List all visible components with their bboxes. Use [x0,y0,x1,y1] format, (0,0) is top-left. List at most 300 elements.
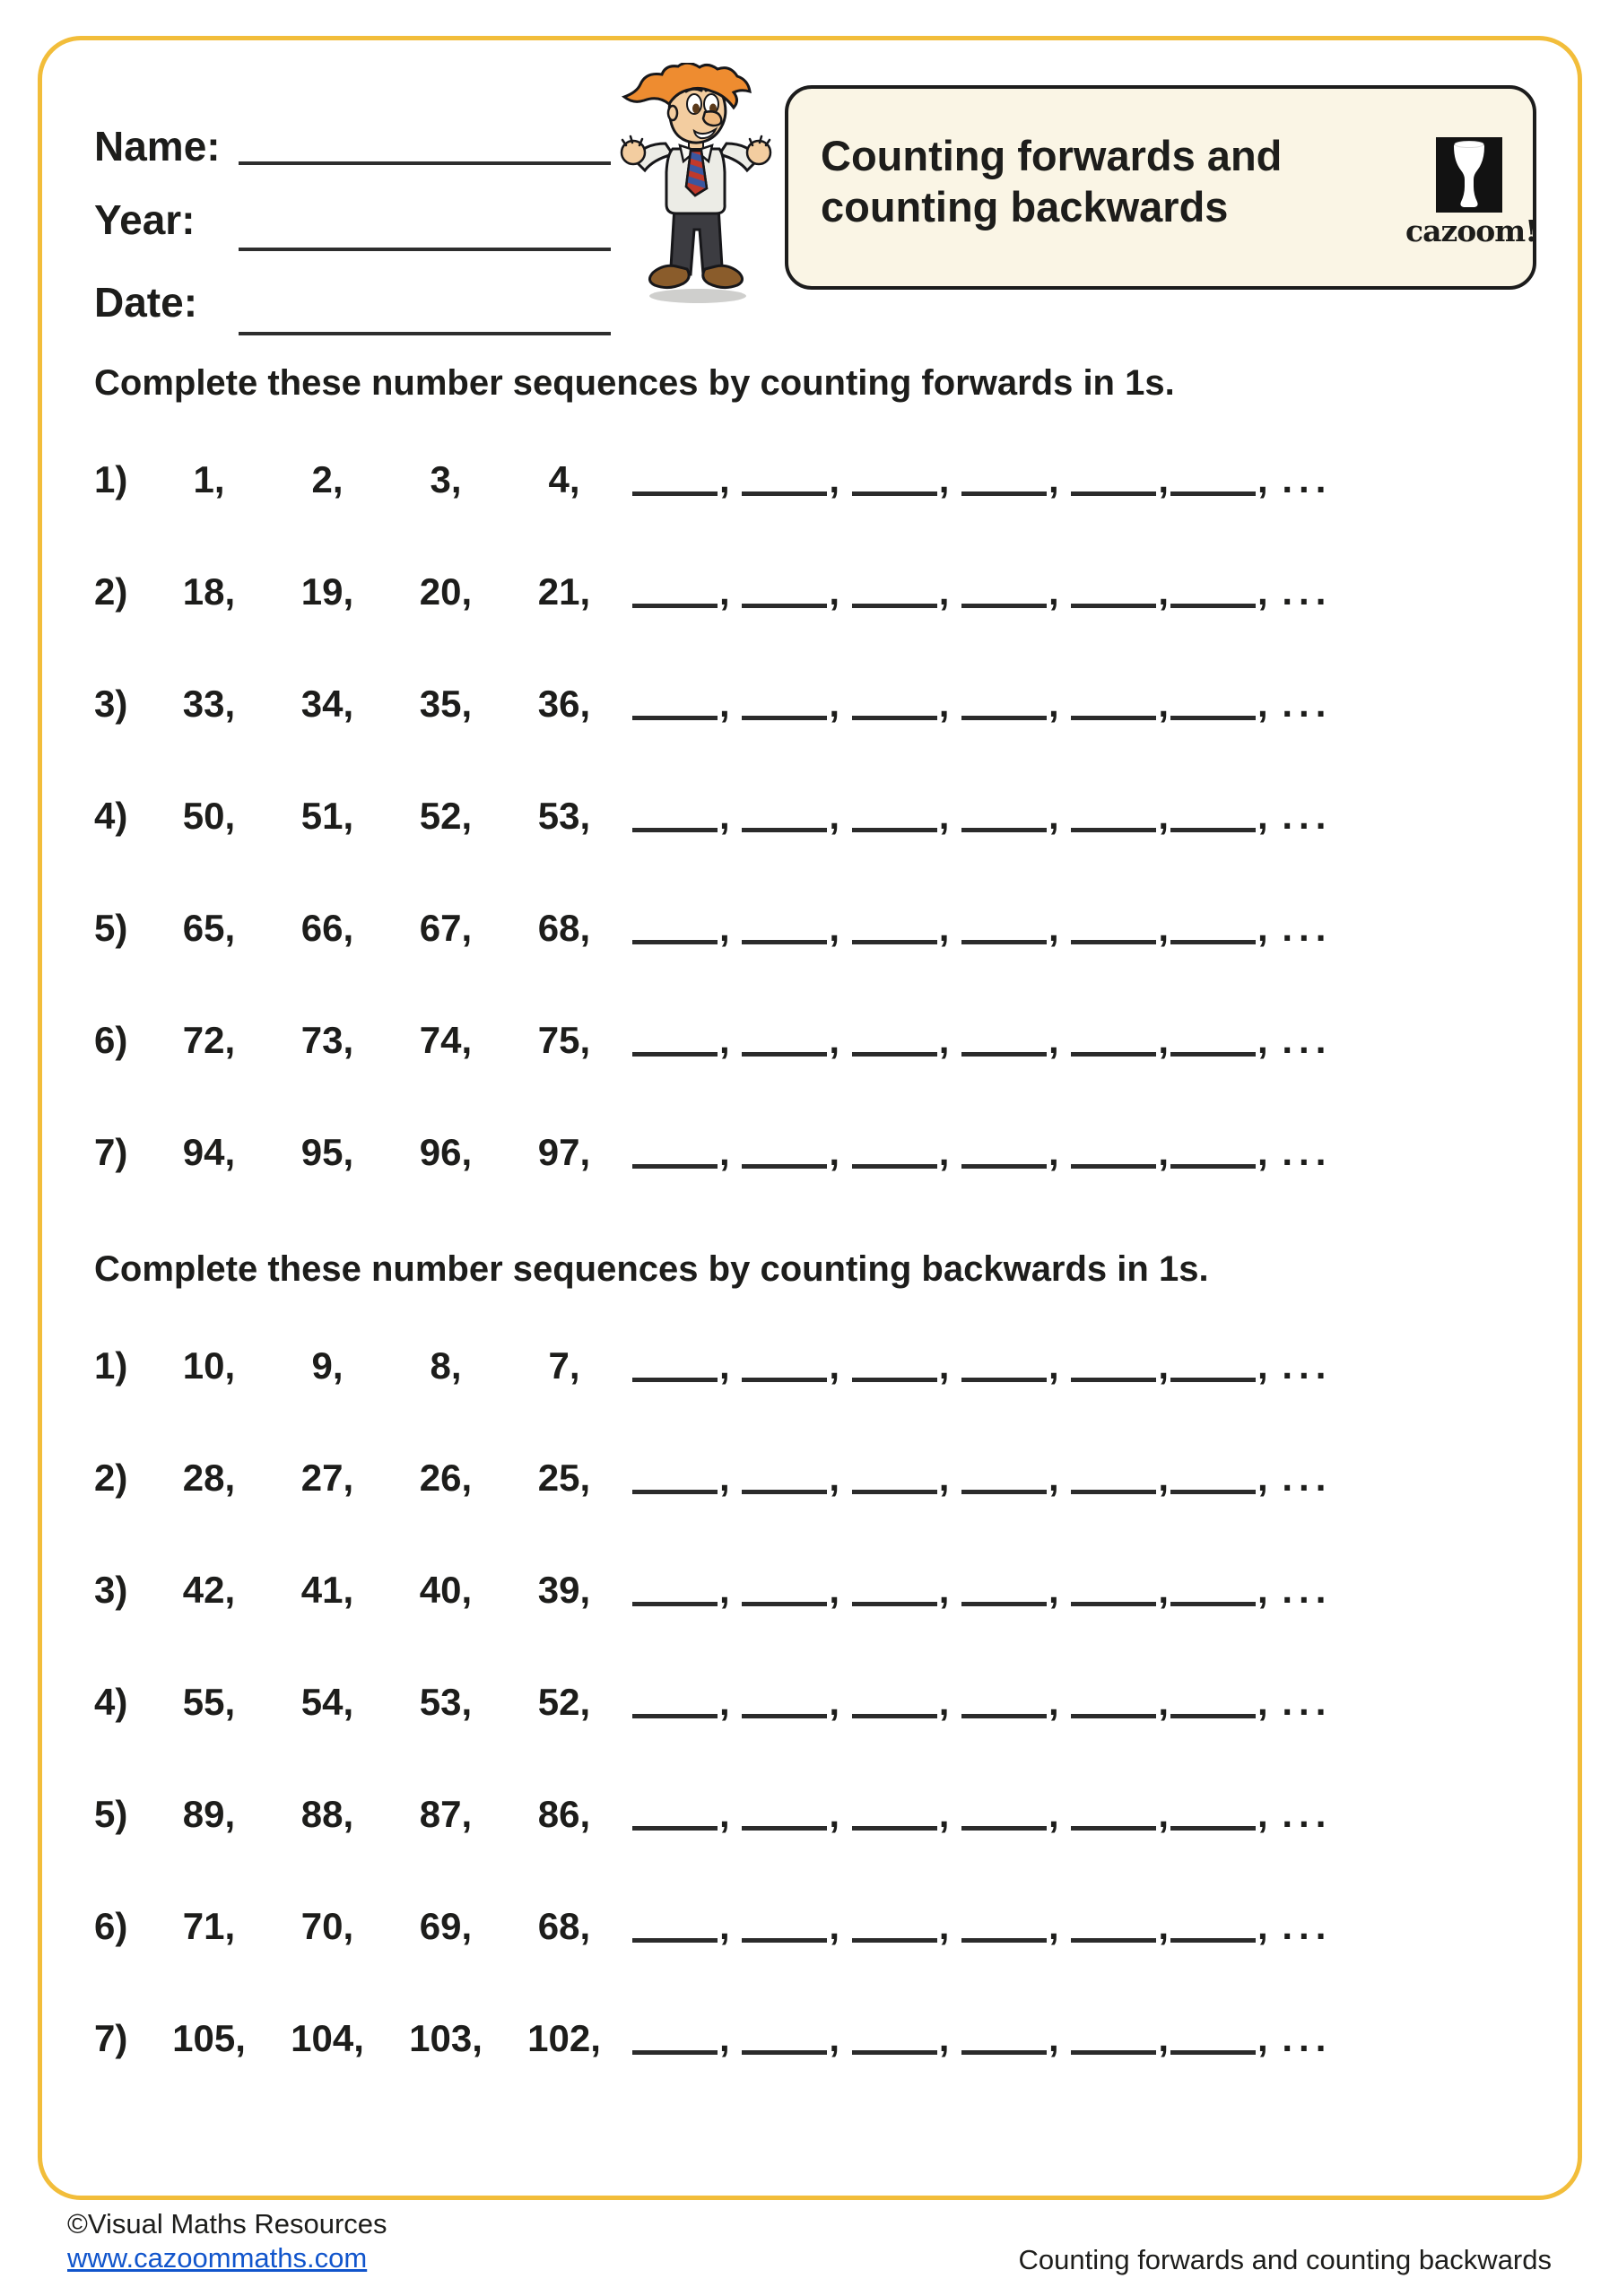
sequence-value: 102, [527,2017,601,2059]
sequence-value: 95, [300,1131,354,1173]
answer-blanks [632,907,1332,949]
blank-separator: , [1158,1344,1170,1387]
question-number: 1) [94,458,128,500]
answer-blank[interactable] [1170,1934,1256,1943]
ellipsis-dots: ... [1282,907,1333,949]
sequence-value: 19, [300,570,354,613]
answer-blank[interactable] [632,711,718,720]
date-field-line[interactable] [239,332,611,335]
answer-blank[interactable] [1170,1597,1256,1606]
question-number: 3) [94,1569,128,1611]
blank-separator: , [1257,1905,1279,1947]
blank-separator: , [1048,1344,1070,1387]
sequence-value: 10, [182,1344,236,1387]
answer-blank[interactable] [632,1373,718,1382]
blank-separator: , [938,1131,961,1173]
blank-separator: , [719,458,741,500]
answer-blank[interactable] [852,1048,937,1057]
question-number: 6) [94,1019,128,1061]
question-number: 6) [94,1905,128,1947]
sequence-value: 51, [300,795,354,837]
sequence-value: 68, [537,907,591,949]
answer-blank[interactable] [742,1822,827,1831]
answer-blank[interactable] [961,823,1047,832]
blank-separator: , [1158,1681,1170,1723]
sequence-value: 18, [182,570,236,613]
blank-separator: , [1257,2017,1279,2059]
sequence-value: 40, [419,1569,473,1611]
answer-blanks [632,1681,1332,1723]
footer-document-title: Counting forwards and counting backwards [1018,2244,1552,2275]
answer-blank[interactable] [742,2046,827,2055]
answer-blank[interactable] [1071,487,1156,496]
answer-blank[interactable] [961,711,1047,720]
sequence-value: 88, [300,1793,354,1835]
blank-separator: , [1257,570,1279,613]
blank-separator: , [938,1019,961,1061]
sequence-row [94,571,1332,613]
blank-separator: , [829,1793,850,1835]
sequence-value: 70, [300,1905,354,1947]
blank-separator: , [719,683,741,725]
ellipsis-dots: ... [1282,1344,1333,1387]
blank-separator: , [1158,795,1170,837]
sequence-row [94,1570,1332,1611]
sequence-value: 75, [537,1019,591,1061]
sequence-row [94,1132,1332,1173]
blank-separator: , [938,1457,961,1499]
answer-blank[interactable] [1170,1048,1256,1057]
answer-blank[interactable] [742,1709,827,1718]
question-number: 7) [94,1131,128,1173]
blank-separator: , [829,1457,850,1499]
answer-blank[interactable] [961,935,1047,944]
worksheet-title-line1: Counting forwards and [821,132,1283,179]
blank-separator: , [1257,1569,1279,1611]
blank-separator: , [1158,2017,1170,2059]
sequence-value: 103, [409,2017,483,2059]
answer-blank[interactable] [1170,2046,1256,2055]
blank-separator: , [829,1131,850,1173]
answer-blank[interactable] [742,823,827,832]
ellipsis-dots: ... [1282,570,1333,613]
sequence-value: 1, [193,458,225,500]
blank-separator: , [719,1344,741,1387]
blank-separator: , [1048,1793,1070,1835]
sequence-value: 27, [300,1457,354,1499]
question-number: 3) [94,683,128,725]
answer-blank[interactable] [1170,599,1256,608]
answer-blank[interactable] [1071,823,1156,832]
answer-blank[interactable] [1170,1373,1256,1382]
answer-blanks [632,1569,1332,1611]
sequence-value: 2, [311,458,344,500]
answer-blank[interactable] [961,2046,1047,2055]
question-number: 1) [94,1344,128,1387]
blank-separator: , [1158,1457,1170,1499]
sequence-value: 39, [537,1569,591,1611]
blank-separator: , [938,458,961,500]
cazoom-logo-text: cazoom! [1405,213,1537,248]
sequence-value: 87, [419,1793,473,1835]
answer-blank[interactable] [1071,599,1156,608]
sequence-value: 69, [419,1905,473,1947]
blank-separator: , [719,1681,741,1723]
answer-blank[interactable] [961,1373,1047,1382]
ellipsis-dots: ... [1282,458,1333,500]
answer-blank[interactable] [742,1934,827,1943]
blank-separator: , [829,1019,850,1061]
sequence-row [94,459,1332,500]
answer-blank[interactable] [1071,935,1156,944]
blank-separator: , [1257,683,1279,725]
blank-separator: , [1257,907,1279,949]
question-number: 4) [94,795,128,837]
answer-blank[interactable] [1170,487,1256,496]
blank-separator: , [1048,1019,1070,1061]
answer-blank[interactable] [852,487,937,496]
answer-blanks [632,795,1332,837]
answer-blanks [632,1131,1332,1173]
answer-blank[interactable] [961,599,1047,608]
sequence-row [94,1345,1332,1387]
blank-separator: , [829,458,850,500]
sequence-row [94,796,1332,837]
sequence-value: 28, [182,1457,236,1499]
ellipsis-dots: ... [1282,1793,1333,1835]
ellipsis-dots: ... [1282,2017,1333,2059]
answer-blank[interactable] [852,1709,937,1718]
answer-blank[interactable] [742,487,827,496]
sequence-value: 55, [182,1681,236,1723]
ellipsis-dots: ... [1282,683,1333,725]
sequence-value: 105, [172,2017,246,2059]
sequence-value: 67, [419,907,473,949]
answer-blank[interactable] [1071,1373,1156,1382]
blank-separator: , [829,683,850,725]
sequence-row [94,1906,1332,1947]
answer-blank[interactable] [632,1934,718,1943]
answer-blank[interactable] [742,1160,827,1169]
answer-blank[interactable] [1170,823,1256,832]
sequence-value: 54, [300,1681,354,1723]
cazoom-logo [1405,137,1537,248]
answer-blank[interactable] [1071,711,1156,720]
blank-separator: , [1048,458,1070,500]
answer-blank[interactable] [961,1160,1047,1169]
blank-separator: , [719,795,741,837]
sequence-row [94,1457,1332,1499]
year-field-line[interactable] [239,248,611,251]
answer-blank[interactable] [961,1934,1047,1943]
answer-blank[interactable] [1071,1709,1156,1718]
blank-separator: , [1158,683,1170,725]
blank-separator: , [1048,1569,1070,1611]
answer-blank[interactable] [742,711,827,720]
answer-blank[interactable] [632,1597,718,1606]
answer-blank[interactable] [742,935,827,944]
blank-separator: , [719,570,741,613]
sequence-value: 71, [182,1905,236,1947]
blank-separator: , [1257,1457,1279,1499]
sequence-value: 52, [419,795,473,837]
answer-blank[interactable] [632,1048,718,1057]
answer-blank[interactable] [632,2046,718,2055]
blank-separator: , [1048,907,1070,949]
blank-separator: , [1048,1131,1070,1173]
blank-separator: , [829,2017,850,2059]
ellipsis-dots: ... [1282,1681,1333,1723]
answer-blank[interactable] [852,935,937,944]
sequence-row [94,2018,1332,2059]
blank-separator: , [1048,570,1070,613]
blank-separator: , [1048,683,1070,725]
answer-blanks [632,1019,1332,1061]
sequence-value: 42, [182,1569,236,1611]
answer-blanks [632,1793,1332,1835]
blank-separator: , [719,1569,741,1611]
sequence-value: 89, [182,1793,236,1835]
answer-blank[interactable] [1071,1048,1156,1057]
sequence-value: 33, [182,683,236,725]
blank-separator: , [1048,1905,1070,1947]
ellipsis-dots: ... [1282,795,1333,837]
ellipsis-dots: ... [1282,1905,1333,1947]
djembe-drum-icon [1436,137,1502,213]
answer-blank[interactable] [632,1160,718,1169]
answer-blanks [632,683,1332,725]
blank-separator: , [1257,458,1279,500]
answer-blank[interactable] [1170,1709,1256,1718]
sequence-value: 73, [300,1019,354,1061]
answer-blanks [632,2017,1332,2059]
answer-blank[interactable] [852,1597,937,1606]
blank-separator: , [1257,1131,1279,1173]
name-field-label: Name: [94,123,221,170]
blank-separator: , [829,1569,850,1611]
answer-blank[interactable] [1170,1485,1256,1494]
sequence-value: 86, [537,1793,591,1835]
answer-blank[interactable] [852,2046,937,2055]
answer-blanks [632,1344,1332,1387]
answer-blank[interactable] [1071,1485,1156,1494]
blank-separator: , [1257,795,1279,837]
answer-blanks [632,458,1332,500]
sequence-value: 74, [419,1019,473,1061]
sequence-value: 20, [419,570,473,613]
blank-separator: , [938,570,961,613]
answer-blank[interactable] [742,599,827,608]
sequence-value: 8, [430,1344,462,1387]
answer-blank[interactable] [852,823,937,832]
sequence-value: 21, [537,570,591,613]
blank-separator: , [938,683,961,725]
question-number: 5) [94,1793,128,1835]
answer-blank[interactable] [961,1709,1047,1718]
sequence-value: 3, [430,458,462,500]
answer-blank[interactable] [1170,711,1256,720]
answer-blank[interactable] [1170,935,1256,944]
footer-website-link[interactable]: www.cazoommaths.com [67,2242,368,2274]
question-number: 7) [94,2017,128,2059]
answer-blank[interactable] [852,599,937,608]
answer-blank[interactable] [961,1597,1047,1606]
blank-separator: , [938,795,961,837]
sequence-row [94,1794,1332,1835]
answer-blank[interactable] [852,1934,937,1943]
sequence-value: 36, [537,683,591,725]
sequence-value: 41, [300,1569,354,1611]
blank-separator: , [829,570,850,613]
sequence-row [94,1682,1332,1723]
answer-blank[interactable] [1071,1822,1156,1831]
blank-separator: , [719,1019,741,1061]
blank-separator: , [1158,1793,1170,1835]
answer-blank[interactable] [852,1160,937,1169]
blank-separator: , [1257,1019,1279,1061]
blank-separator: , [829,1905,850,1947]
blank-separator: , [1158,458,1170,500]
blank-separator: , [719,1131,741,1173]
sequence-value: 34, [300,683,354,725]
section-2-instruction: Complete these number sequences by counting backwards in 1s. [94,1249,1209,1289]
answer-blank[interactable] [1071,1160,1156,1169]
answer-blank[interactable] [961,1485,1047,1494]
section-1-instruction: Complete these number sequences by counting forwards in 1s. [94,363,1175,403]
sequence-value: 4, [548,458,580,500]
sequence-value: 50, [182,795,236,837]
answer-blanks [632,1905,1332,1947]
answer-blank[interactable] [961,487,1047,496]
answer-blanks [632,1457,1332,1499]
answer-blank[interactable] [742,1048,827,1057]
blank-separator: , [719,1793,741,1835]
blank-separator: , [1257,1344,1279,1387]
blank-separator: , [1158,907,1170,949]
answer-blanks [632,570,1332,613]
blank-separator: , [829,907,850,949]
answer-blank[interactable] [1170,1822,1256,1831]
sequence-value: 53, [419,1681,473,1723]
blank-separator: , [938,1793,961,1835]
blank-separator: , [1158,1131,1170,1173]
blank-separator: , [1158,1569,1170,1611]
date-field-label: Date: [94,279,198,326]
ellipsis-dots: ... [1282,1019,1333,1061]
question-number: 5) [94,907,128,949]
blank-separator: , [1257,1681,1279,1723]
answer-blank[interactable] [1170,1160,1256,1169]
blank-separator: , [829,1344,850,1387]
blank-separator: , [719,907,741,949]
answer-blank[interactable] [852,1373,937,1382]
sequence-row [94,683,1332,725]
answer-blank[interactable] [632,599,718,608]
sequence-value: 9, [311,1344,344,1387]
blank-separator: , [938,1905,961,1947]
answer-blank[interactable] [852,1485,937,1494]
worksheet-border [38,36,1582,2200]
blank-separator: , [1257,1793,1279,1835]
year-field-label: Year: [94,196,196,243]
sequence-value: 72, [182,1019,236,1061]
ellipsis-dots: ... [1282,1131,1333,1173]
sequence-value: 35, [419,683,473,725]
question-number: 2) [94,1457,128,1499]
sequence-row [94,908,1332,949]
answer-blank[interactable] [632,1485,718,1494]
sequence-value: 94, [182,1131,236,1173]
blank-separator: , [719,2017,741,2059]
sequence-value: 53, [537,795,591,837]
sequence-value: 66, [300,907,354,949]
sequence-value: 7, [548,1344,580,1387]
answer-blank[interactable] [632,487,718,496]
answer-blank[interactable] [852,711,937,720]
cartoon-boy-icon [615,63,777,307]
answer-blank[interactable] [742,1373,827,1382]
blank-separator: , [1158,1019,1170,1061]
sequence-value: 68, [537,1905,591,1947]
blank-separator: , [938,1344,961,1387]
ellipsis-dots: ... [1282,1569,1333,1611]
blank-separator: , [938,2017,961,2059]
blank-separator: , [1048,2017,1070,2059]
answer-blank[interactable] [1071,1934,1156,1943]
blank-separator: , [719,1457,741,1499]
blank-separator: , [1048,1457,1070,1499]
sequence-value: 25, [537,1457,591,1499]
blank-separator: , [1048,1681,1070,1723]
name-field-line[interactable] [239,161,611,165]
sequence-value: 96, [419,1131,473,1173]
blank-separator: , [719,1905,741,1947]
blank-separator: , [938,907,961,949]
blank-separator: , [1158,570,1170,613]
sequence-row [94,1020,1332,1061]
answer-blank[interactable] [632,823,718,832]
sequence-value: 52, [537,1681,591,1723]
answer-blank[interactable] [961,1048,1047,1057]
sequence-value: 26, [419,1457,473,1499]
answer-blank[interactable] [852,1822,937,1831]
cartoon-boy-mascot [615,63,777,307]
answer-blank[interactable] [1071,1597,1156,1606]
answer-blank[interactable] [1071,2046,1156,2055]
sequence-value: 65, [182,907,236,949]
blank-separator: , [938,1569,961,1611]
ellipsis-dots: ... [1282,1457,1333,1499]
answer-blank[interactable] [742,1597,827,1606]
question-number: 2) [94,570,128,613]
blank-separator: , [938,1681,961,1723]
question-number: 4) [94,1681,128,1723]
worksheet-title [821,130,1282,232]
worksheet-title-box [785,85,1536,290]
answer-blank[interactable] [632,1822,718,1831]
blank-separator: , [829,1681,850,1723]
answer-blank[interactable] [632,935,718,944]
answer-blank[interactable] [961,1822,1047,1831]
answer-blank[interactable] [632,1709,718,1718]
footer-copyright: ©Visual Maths Resources [67,2208,387,2239]
sequence-value: 97, [537,1131,591,1173]
sequence-value: 104, [291,2017,364,2059]
blank-separator: , [829,795,850,837]
blank-separator: , [1158,1905,1170,1947]
answer-blank[interactable] [742,1485,827,1494]
worksheet-title-line2: counting backwards [821,183,1229,230]
